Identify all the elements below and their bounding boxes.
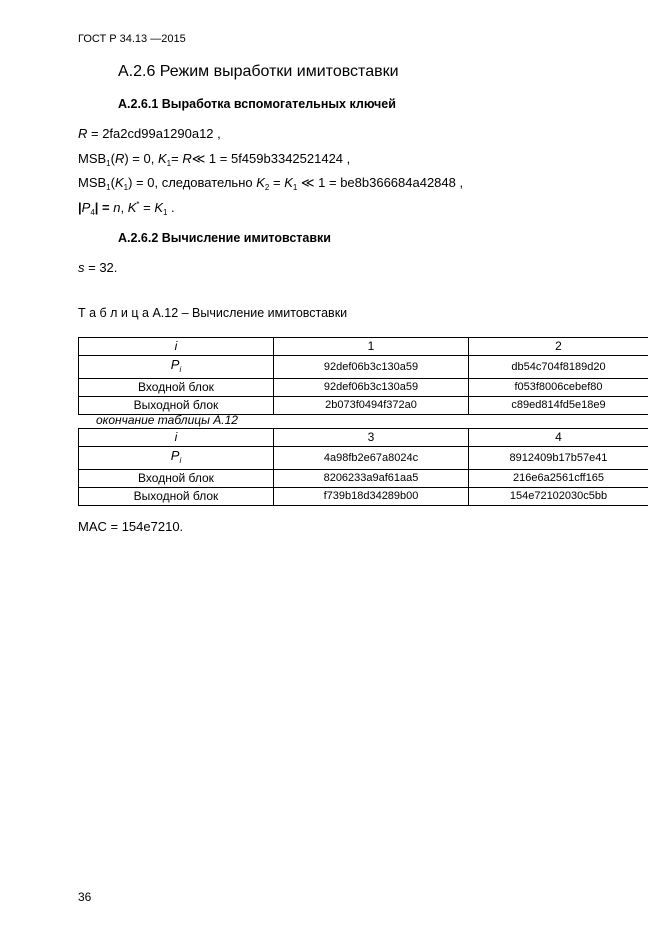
msb-label: MSB [78,151,107,166]
k-subscript: 1 [162,208,168,217]
formula-text: , [120,200,128,215]
mac-result: MAC = 154e7210. [78,519,184,534]
row-label-pi: $P_i$ [79,447,274,470]
r-variable: R [114,151,125,166]
n-variable: n [113,200,121,215]
table-row [79,470,649,488]
p-subscript: 4 [90,208,95,217]
header-cell-i: i [79,429,274,447]
k-subscript: 1 [292,183,298,192]
k-variable: K [157,151,167,166]
row-label: Входной блок [79,379,274,397]
row-label: Выходной блок [79,488,274,506]
msb-subscript: 1 [106,183,111,192]
paren-open: ( [110,151,115,166]
formula-r [78,126,221,141]
k-subscript: 2 [264,183,270,192]
table-mac-part1 [78,337,648,415]
formula-s [78,260,117,275]
formula-text: = [139,200,155,215]
subsection-title-keys: A.2.6.1 Выработка вспомогательных ключей [118,97,396,111]
table-cell: f739b18d34289b00 [274,488,469,506]
formula-text: = [171,151,183,166]
header-cell: 3 [274,429,469,447]
k-variable: K [127,200,137,215]
formula-text: | = [94,200,114,215]
formula-text: ) = 0, следовательно [128,175,257,190]
table-row [79,379,649,397]
r-value: = 2fa2cd99a1290a12 , [87,126,221,141]
r-variable: R [182,151,192,166]
document-header: ГОСТ Р 34.13 —2015 [78,33,186,45]
s-value: = 32. [84,260,118,275]
table-cell: c89ed814fd5e18e9 [469,397,649,415]
formula-text: . [167,200,175,215]
k-subscript: 1 [123,183,129,192]
k1-value: ≪ 1 = 5f459b3342521424 , [191,151,351,166]
msb-subscript: 1 [106,159,111,168]
subsection-title-mac: A.2.6.2 Вычисление имитовставки [118,231,331,245]
s-variable: s [78,260,85,275]
table-continuation-label: окончание таблицы А.12 [96,413,238,427]
k-variable: K [154,200,163,215]
table-cell: 154e72102030c5bb [469,488,649,506]
row-label: Выходной блок [79,397,274,415]
header-cell: 4 [469,429,649,447]
table-mac-part2 [78,428,648,506]
table-cell: 92def06b3c130a59 [274,356,469,379]
p-variable: P [81,200,91,215]
table-row [79,356,649,379]
r-variable: R [78,126,88,141]
section-title: A.2.6 Режим выработки имитовставки [118,63,399,80]
abs-bar: | [78,200,82,215]
msb-label: MSB [78,175,107,190]
table-header-row [79,338,649,356]
k-variable: K [284,175,293,190]
formula-k2 [78,175,463,192]
table-cell: 92def06b3c130a59 [274,379,469,397]
header-cell-i: i [79,338,274,356]
table-row [79,488,649,506]
row-label: Входной блок [79,470,274,488]
formula-p4 [78,200,175,217]
paren-open: ( [110,175,115,190]
formula-text: ) = 0, [124,151,158,166]
k-subscript: 1 [166,159,172,168]
formula-text: = [269,175,285,190]
table-caption: Т а б л и ц а А.12 – Вычисление имитовставки [78,306,348,320]
table-cell: 8912409b17b57e41 [469,447,649,470]
table-cell: 8206233a9af61aa5 [274,470,469,488]
table-cell: f053f8006cebef80 [469,379,649,397]
page-number: 36 [78,890,92,904]
table-cell: 4a98fb2e67a8024c [274,447,469,470]
table-cell: 2b073f0494f372a0 [274,397,469,415]
k-superscript: * [136,200,140,209]
header-cell: 2 [469,338,649,356]
table-row [79,447,649,470]
table-header-row [79,429,649,447]
k-variable: K [114,175,124,190]
row-label-pi: $P_i$ [79,356,274,379]
header-cell: 1 [274,338,469,356]
table-cell: 216e6a2561cff165 [469,470,649,488]
formula-k1 [78,151,350,168]
table-row [79,397,649,415]
k-variable: K [256,175,265,190]
table-cell: db54c704f8189d20 [469,356,649,379]
k2-value: ≪ 1 = be8b366684a42848 , [297,175,464,190]
